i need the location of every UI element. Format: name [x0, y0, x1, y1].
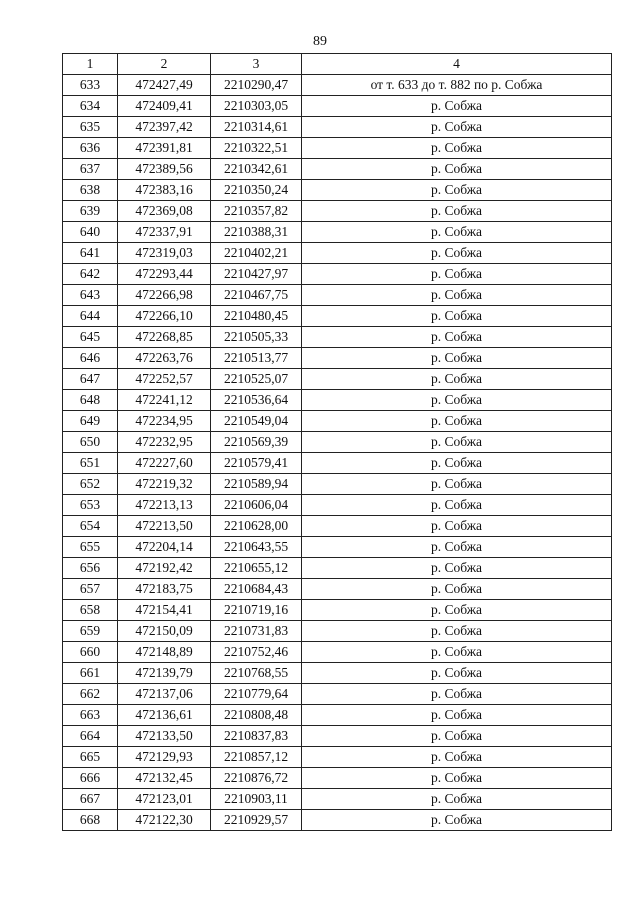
y-coordinate-cell: 2210350,24: [211, 180, 302, 201]
table-row: [63, 243, 612, 264]
table-row: [63, 705, 612, 726]
table-row: [63, 327, 612, 348]
y-coordinate-cell: 2210322,51: [211, 138, 302, 159]
y-coordinate-cell: 2210768,55: [211, 663, 302, 684]
x-coordinate-cell: 472232,95: [118, 432, 211, 453]
description-cell: р. Собжа: [302, 642, 612, 663]
description-cell: р. Собжа: [302, 579, 612, 600]
y-coordinate-cell: 2210314,61: [211, 117, 302, 138]
description-cell: р. Собжа: [302, 285, 612, 306]
description-cell: от т. 633 до т. 882 по р. Собжа: [302, 75, 612, 96]
point-number-cell: 661: [63, 663, 118, 684]
table-row: [63, 684, 612, 705]
description-cell: р. Собжа: [302, 684, 612, 705]
description-cell: р. Собжа: [302, 810, 612, 831]
point-number-cell: 658: [63, 600, 118, 621]
table-header-row: [63, 54, 612, 75]
table-row: [63, 768, 612, 789]
x-coordinate-cell: 472148,89: [118, 642, 211, 663]
point-number-cell: 649: [63, 411, 118, 432]
description-cell: р. Собжа: [302, 516, 612, 537]
x-coordinate-cell: 472369,08: [118, 201, 211, 222]
x-coordinate-cell: 472132,45: [118, 768, 211, 789]
y-coordinate-cell: 2210290,47: [211, 75, 302, 96]
description-cell: р. Собжа: [302, 558, 612, 579]
y-coordinate-cell: 2210388,31: [211, 222, 302, 243]
point-number-cell: 634: [63, 96, 118, 117]
description-cell: р. Собжа: [302, 663, 612, 684]
point-number-cell: 659: [63, 621, 118, 642]
point-number-cell: 655: [63, 537, 118, 558]
description-cell: р. Собжа: [302, 747, 612, 768]
point-number-cell: 657: [63, 579, 118, 600]
description-cell: р. Собжа: [302, 432, 612, 453]
description-cell: р. Собжа: [302, 138, 612, 159]
point-number-cell: 666: [63, 768, 118, 789]
x-coordinate-cell: 472397,42: [118, 117, 211, 138]
point-number-cell: 647: [63, 369, 118, 390]
table-row: [63, 264, 612, 285]
x-coordinate-cell: 472137,06: [118, 684, 211, 705]
description-cell: р. Собжа: [302, 222, 612, 243]
table-row: [63, 642, 612, 663]
table-row: [63, 75, 612, 96]
point-number-cell: 660: [63, 642, 118, 663]
y-coordinate-cell: 2210903,11: [211, 789, 302, 810]
description-cell: р. Собжа: [302, 537, 612, 558]
point-number-cell: 639: [63, 201, 118, 222]
y-coordinate-cell: 2210779,64: [211, 684, 302, 705]
y-coordinate-cell: 2210857,12: [211, 747, 302, 768]
table-row: [63, 474, 612, 495]
x-coordinate-cell: 472268,85: [118, 327, 211, 348]
table-row: [63, 285, 612, 306]
x-coordinate-cell: 472204,14: [118, 537, 211, 558]
description-cell: р. Собжа: [302, 117, 612, 138]
table-row: [63, 789, 612, 810]
x-coordinate-cell: 472266,98: [118, 285, 211, 306]
table-row: [63, 600, 612, 621]
y-coordinate-cell: 2210536,64: [211, 390, 302, 411]
y-coordinate-cell: 2210525,07: [211, 369, 302, 390]
x-coordinate-cell: 472227,60: [118, 453, 211, 474]
y-coordinate-cell: 2210731,83: [211, 621, 302, 642]
y-coordinate-cell: 2210402,21: [211, 243, 302, 264]
x-coordinate-cell: 472389,56: [118, 159, 211, 180]
table-row: [63, 537, 612, 558]
point-number-cell: 650: [63, 432, 118, 453]
description-cell: р. Собжа: [302, 369, 612, 390]
point-number-cell: 641: [63, 243, 118, 264]
y-coordinate-cell: 2210752,46: [211, 642, 302, 663]
y-coordinate-cell: 2210513,77: [211, 348, 302, 369]
y-coordinate-cell: 2210929,57: [211, 810, 302, 831]
y-coordinate-cell: 2210579,41: [211, 453, 302, 474]
table-row: [63, 579, 612, 600]
point-number-cell: 667: [63, 789, 118, 810]
point-number-cell: 637: [63, 159, 118, 180]
description-cell: р. Собжа: [302, 348, 612, 369]
table-row: [63, 201, 612, 222]
description-cell: р. Собжа: [302, 201, 612, 222]
y-coordinate-cell: 2210876,72: [211, 768, 302, 789]
y-coordinate-cell: 2210655,12: [211, 558, 302, 579]
point-number-cell: 665: [63, 747, 118, 768]
column-header-1: 1: [63, 54, 118, 75]
point-number-cell: 652: [63, 474, 118, 495]
x-coordinate-cell: 472183,75: [118, 579, 211, 600]
x-coordinate-cell: 472133,50: [118, 726, 211, 747]
description-cell: р. Собжа: [302, 96, 612, 117]
column-header-2: 2: [118, 54, 211, 75]
description-cell: р. Собжа: [302, 621, 612, 642]
page-number: 89: [313, 34, 327, 49]
point-number-cell: 642: [63, 264, 118, 285]
description-cell: р. Собжа: [302, 411, 612, 432]
y-coordinate-cell: 2210303,05: [211, 96, 302, 117]
description-cell: р. Собжа: [302, 180, 612, 201]
column-header-4: 4: [302, 54, 612, 75]
description-cell: р. Собжа: [302, 390, 612, 411]
x-coordinate-cell: 472213,13: [118, 495, 211, 516]
description-cell: р. Собжа: [302, 768, 612, 789]
table-row: [63, 747, 612, 768]
x-coordinate-cell: 472263,76: [118, 348, 211, 369]
x-coordinate-cell: 472192,42: [118, 558, 211, 579]
table-row: [63, 222, 612, 243]
point-number-cell: 633: [63, 75, 118, 96]
x-coordinate-cell: 472234,95: [118, 411, 211, 432]
y-coordinate-cell: 2210342,61: [211, 159, 302, 180]
table-row: [63, 159, 612, 180]
table-row: [63, 726, 612, 747]
table-row: [63, 138, 612, 159]
column-header-3: 3: [211, 54, 302, 75]
point-number-cell: 635: [63, 117, 118, 138]
y-coordinate-cell: 2210643,55: [211, 537, 302, 558]
table-row: [63, 516, 612, 537]
point-number-cell: 636: [63, 138, 118, 159]
x-coordinate-cell: 472391,81: [118, 138, 211, 159]
description-cell: р. Собжа: [302, 264, 612, 285]
description-cell: р. Собжа: [302, 600, 612, 621]
x-coordinate-cell: 472337,91: [118, 222, 211, 243]
description-cell: р. Собжа: [302, 243, 612, 264]
x-coordinate-cell: 472266,10: [118, 306, 211, 327]
description-cell: р. Собжа: [302, 159, 612, 180]
x-coordinate-cell: 472122,30: [118, 810, 211, 831]
x-coordinate-cell: 472154,41: [118, 600, 211, 621]
point-number-cell: 653: [63, 495, 118, 516]
table-row: [63, 390, 612, 411]
y-coordinate-cell: 2210837,83: [211, 726, 302, 747]
y-coordinate-cell: 2210427,97: [211, 264, 302, 285]
point-number-cell: 644: [63, 306, 118, 327]
y-coordinate-cell: 2210505,33: [211, 327, 302, 348]
x-coordinate-cell: 472129,93: [118, 747, 211, 768]
table-row: [63, 411, 612, 432]
point-number-cell: 663: [63, 705, 118, 726]
point-number-cell: 656: [63, 558, 118, 579]
x-coordinate-cell: 472123,01: [118, 789, 211, 810]
point-number-cell: 651: [63, 453, 118, 474]
x-coordinate-cell: 472219,32: [118, 474, 211, 495]
point-number-cell: 643: [63, 285, 118, 306]
table-row: [63, 495, 612, 516]
y-coordinate-cell: 2210684,43: [211, 579, 302, 600]
point-number-cell: 640: [63, 222, 118, 243]
y-coordinate-cell: 2210628,00: [211, 516, 302, 537]
description-cell: р. Собжа: [302, 705, 612, 726]
table-row: [63, 348, 612, 369]
x-coordinate-cell: 472139,79: [118, 663, 211, 684]
point-number-cell: 662: [63, 684, 118, 705]
table-row: [63, 180, 612, 201]
x-coordinate-cell: 472293,44: [118, 264, 211, 285]
table-row: [63, 96, 612, 117]
description-cell: р. Собжа: [302, 327, 612, 348]
x-coordinate-cell: 472427,49: [118, 75, 211, 96]
description-cell: р. Собжа: [302, 789, 612, 810]
description-cell: р. Собжа: [302, 306, 612, 327]
table-row: [63, 558, 612, 579]
y-coordinate-cell: 2210480,45: [211, 306, 302, 327]
x-coordinate-cell: 472409,41: [118, 96, 211, 117]
point-number-cell: 638: [63, 180, 118, 201]
table-row: [63, 432, 612, 453]
y-coordinate-cell: 2210606,04: [211, 495, 302, 516]
point-number-cell: 645: [63, 327, 118, 348]
x-coordinate-cell: 472213,50: [118, 516, 211, 537]
y-coordinate-cell: 2210589,94: [211, 474, 302, 495]
table-body: [63, 75, 612, 831]
point-number-cell: 646: [63, 348, 118, 369]
description-cell: р. Собжа: [302, 495, 612, 516]
y-coordinate-cell: 2210357,82: [211, 201, 302, 222]
point-number-cell: 648: [63, 390, 118, 411]
y-coordinate-cell: 2210808,48: [211, 705, 302, 726]
y-coordinate-cell: 2210569,39: [211, 432, 302, 453]
x-coordinate-cell: 472150,09: [118, 621, 211, 642]
point-number-cell: 664: [63, 726, 118, 747]
table-row: [63, 621, 612, 642]
x-coordinate-cell: 472136,61: [118, 705, 211, 726]
x-coordinate-cell: 472252,57: [118, 369, 211, 390]
table-row: [63, 453, 612, 474]
point-number-cell: 654: [63, 516, 118, 537]
point-number-cell: 668: [63, 810, 118, 831]
y-coordinate-cell: 2210719,16: [211, 600, 302, 621]
table-row: [63, 306, 612, 327]
x-coordinate-cell: 472319,03: [118, 243, 211, 264]
description-cell: р. Собжа: [302, 453, 612, 474]
description-cell: р. Собжа: [302, 474, 612, 495]
table-row: [63, 369, 612, 390]
y-coordinate-cell: 2210467,75: [211, 285, 302, 306]
coordinates-table: [62, 53, 612, 831]
x-coordinate-cell: 472383,16: [118, 180, 211, 201]
y-coordinate-cell: 2210549,04: [211, 411, 302, 432]
description-cell: р. Собжа: [302, 726, 612, 747]
table-row: [63, 810, 612, 831]
table-row: [63, 117, 612, 138]
x-coordinate-cell: 472241,12: [118, 390, 211, 411]
table-row: [63, 663, 612, 684]
